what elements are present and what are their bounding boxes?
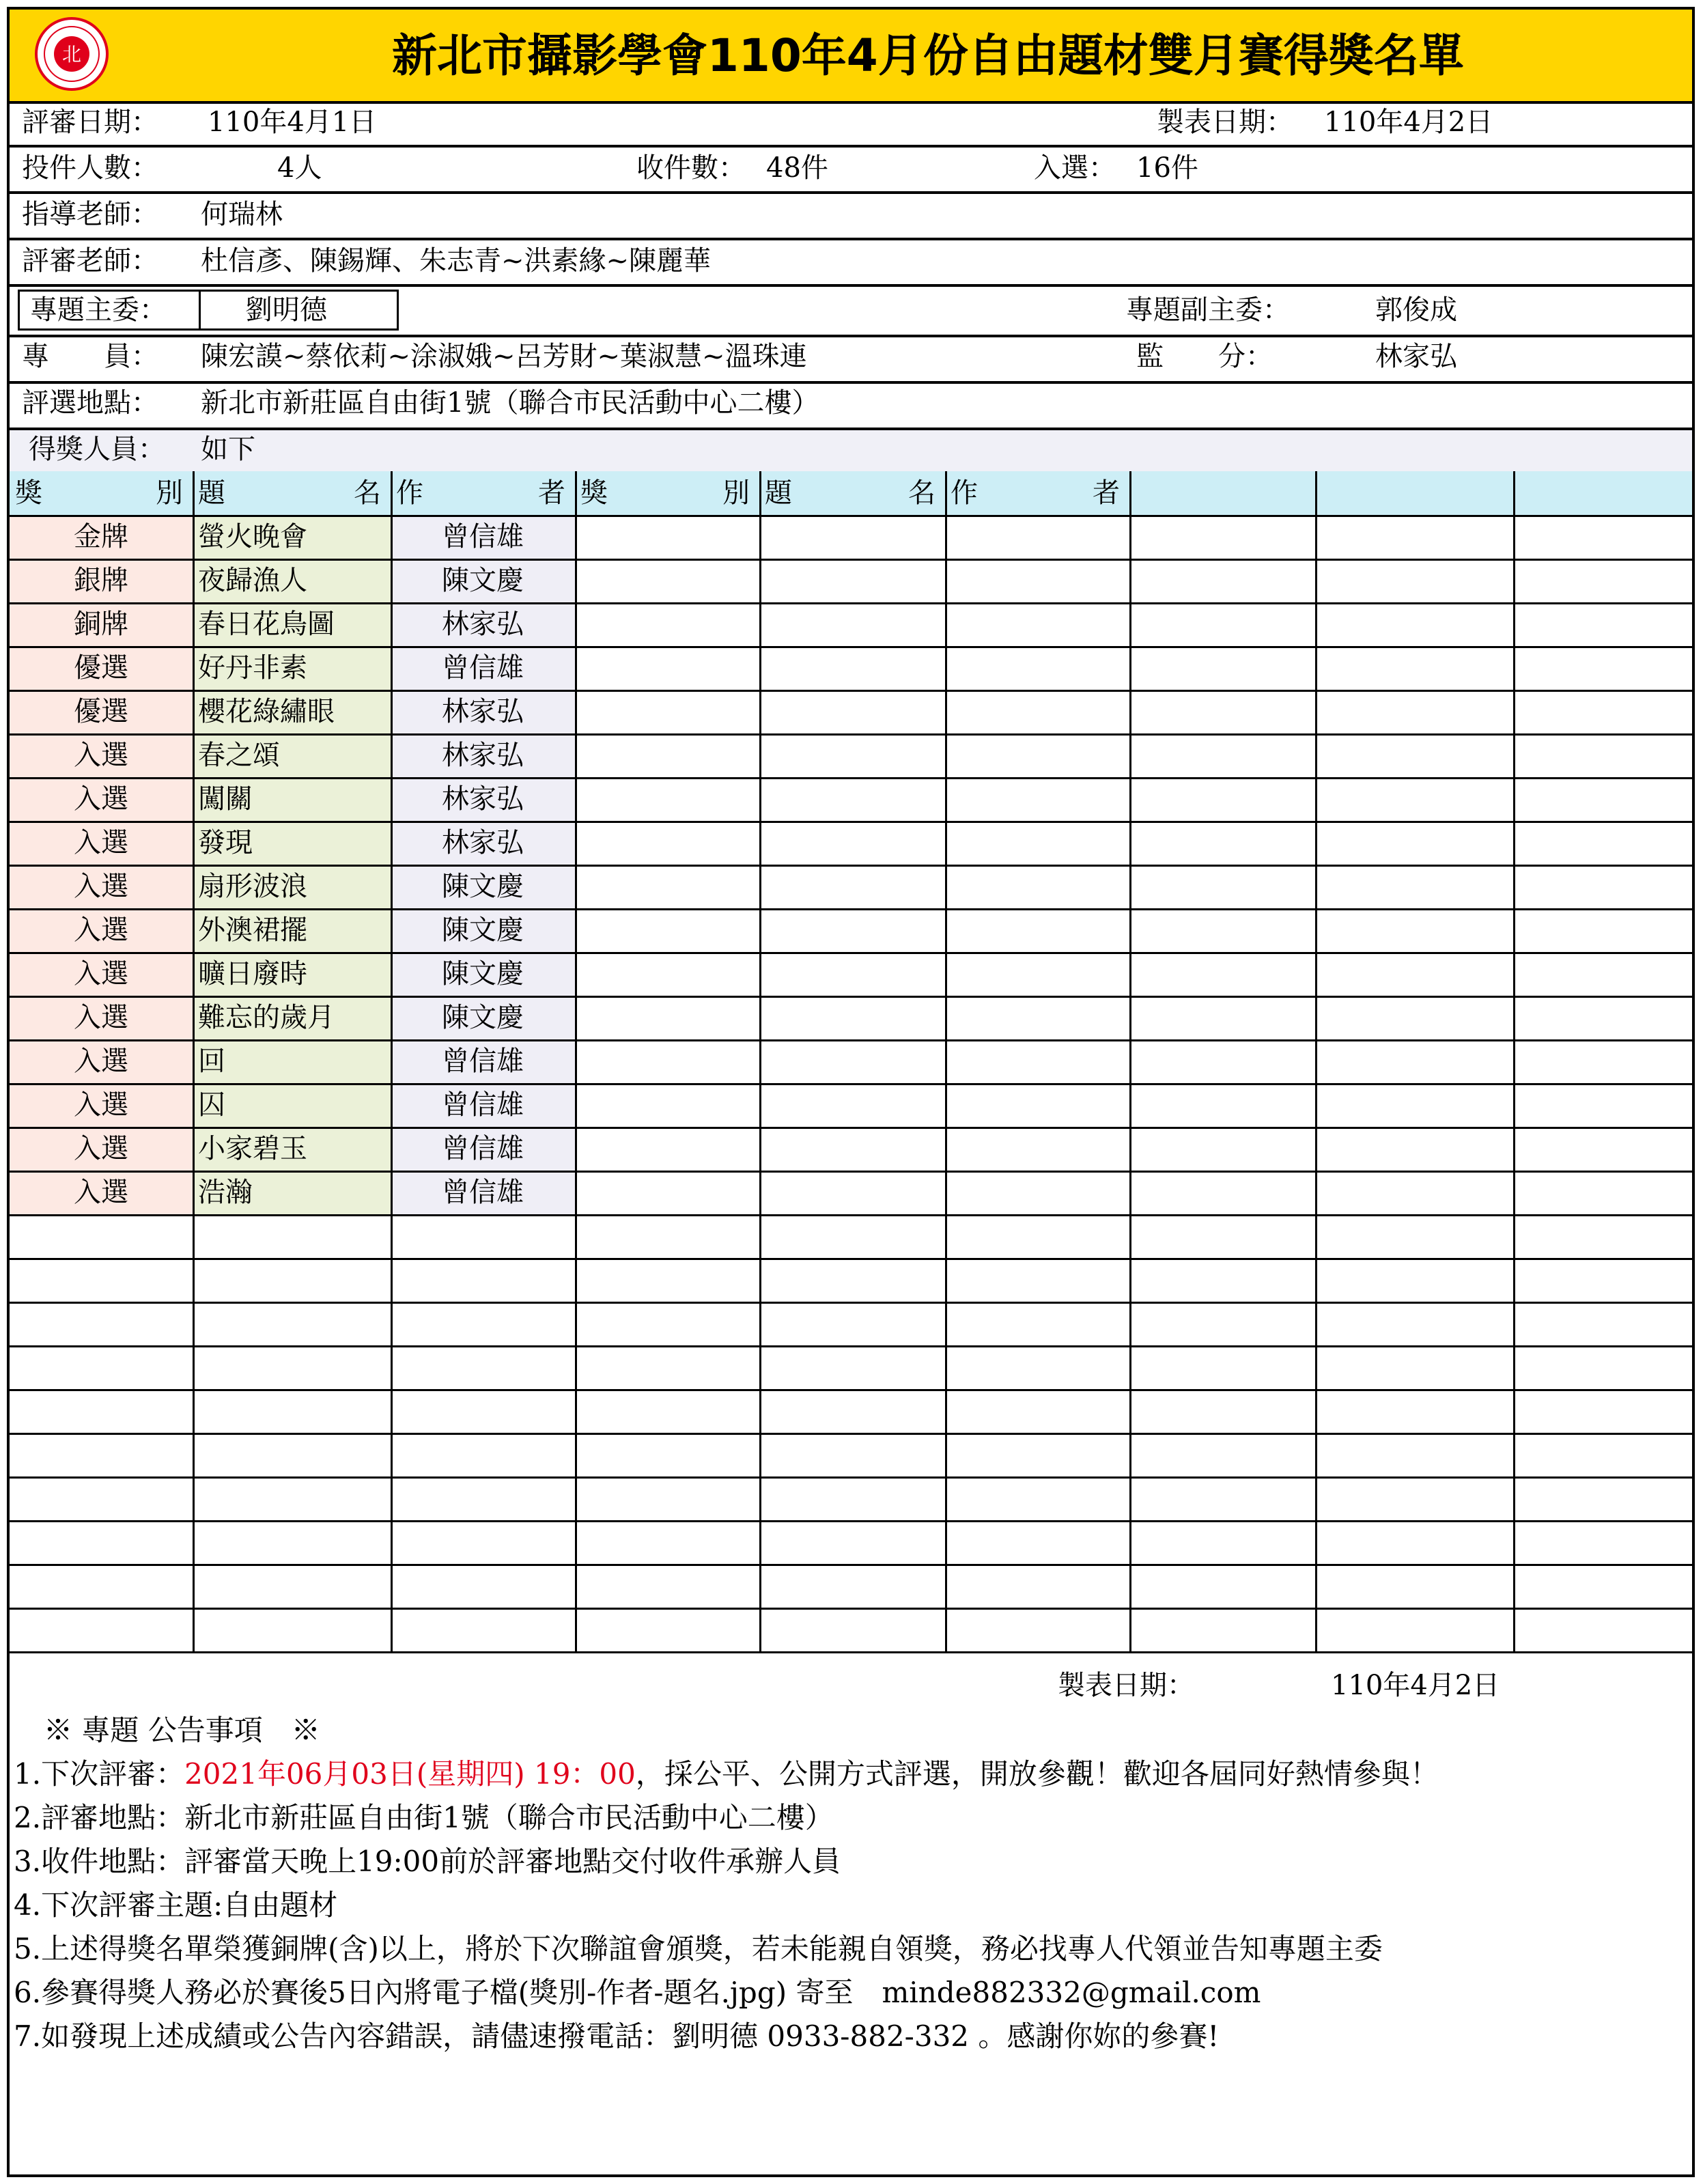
award-cell: 入選 [74,1177,128,1208]
table-row-line [10,777,1692,779]
notice-2: 2.評審地點：新北市新莊區自由街1號（聯合市民活動中心二樓） [14,1801,834,1834]
table-row-line [10,1433,1692,1435]
table-header-left: 作 [396,477,423,509]
staff-label: 專 員： [22,341,158,372]
footer-made-date: 110年4月2日 [1331,1670,1500,1701]
table-header-right: 名 [354,477,381,509]
scorer-label: 監 分： [1136,341,1273,372]
awards-table [10,471,1692,1660]
chair-name: 劉明德 [245,294,327,326]
page-title: 新北市攝影學會110年4月份自由題材雙月賽得獎名單 [392,29,1464,82]
vice-chair-name: 郭俊成 [1375,294,1457,326]
title-cell: 夜歸漁人 [198,565,307,596]
award-cell: 優選 [74,696,128,727]
award-cell: 優選 [74,652,128,684]
award-cell: 銀牌 [74,565,128,596]
table-col-line [391,471,393,1651]
author-cell: 陳文慶 [442,565,524,596]
author-cell: 曾信雄 [442,1133,524,1164]
award-sheet [7,7,1695,2177]
table-row-line [10,515,1692,517]
title-cell: 曠日廢時 [198,958,307,990]
made-date-label: 製表日期： [1157,107,1293,138]
author-cell: 林家弘 [442,740,524,771]
scorer-name: 林家弘 [1375,341,1457,372]
winners-row [10,430,1692,471]
table-col-line [193,471,195,1651]
received-count: 48件 [766,152,828,184]
author-cell: 林家弘 [442,696,524,727]
table-row-line [10,1214,1692,1216]
table-header-left: 獎 [15,477,42,509]
selected-count: 16件 [1136,152,1198,184]
table-col-line [945,471,947,1651]
table-header-right: 別 [156,477,183,509]
award-cell: 入選 [74,740,128,771]
winners-value: 如下 [201,434,255,465]
table-row-line [10,908,1692,910]
footer-made-date-label: 製表日期： [1058,1670,1194,1701]
title-cell: 扇形波浪 [198,871,307,902]
title-cell: 囚 [198,1089,225,1121]
notice-title: ※ 專題 公告事項 ※ [44,1713,320,1747]
notice-5: 5.上述得獎名單榮獲銅牌(含)以上，將於下次聯誼會頒獎，若未能親自領獎，務必找專人代領並告知專題主委 [14,1932,1383,1965]
table-col-line [1129,471,1131,1651]
award-cell: 入選 [74,871,128,902]
winners-label: 得獎人員： [29,434,165,465]
staff-names: 陳宏謨~蔡依莉~涂淑娥~呂芳財~葉淑慧~溫珠連 [201,341,807,372]
notice-1 [14,1754,1439,1795]
title-cell: 闖關 [198,783,253,815]
table-header-left: 作 [951,477,978,509]
table-row-line [10,646,1692,648]
award-cell: 金牌 [74,521,128,552]
table-row-line [10,1127,1692,1129]
table-header-left: 題 [198,477,225,509]
table-row-line [10,1302,1692,1304]
judge-date-label: 評審日期： [22,107,158,138]
judge-date: 110年4月1日 [208,107,377,138]
notice-3: 3.收件地點：評審當天晚上19:00前於評審地點交付收件承辦人員 [14,1845,841,1878]
table-row-line [10,996,1692,998]
title-cell: 難忘的歲月 [198,1002,335,1033]
received-label: 收件數： [636,152,746,184]
table-row-line [10,733,1692,736]
title-cell: 外澳裙擺 [198,914,307,946]
table-row-line [10,559,1692,561]
venue-address: 新北市新莊區自由街1號（聯合市民活動中心二樓） [201,387,819,419]
author-cell: 林家弘 [442,783,524,815]
author-cell: 曾信雄 [442,1046,524,1077]
title-cell: 浩瀚 [198,1177,253,1208]
author-cell: 曾信雄 [442,521,524,552]
author-cell: 陳文慶 [442,914,524,946]
award-cell: 入選 [74,1089,128,1121]
award-cell: 入選 [74,827,128,858]
title-cell: 櫻花綠繡眼 [198,696,335,727]
seal-glyph: 北 [61,43,82,66]
made-date: 110年4月2日 [1324,107,1493,138]
table-row-line [10,1083,1692,1085]
society-seal-icon [34,16,109,92]
table-row-line [10,1651,1692,1653]
table-row-line [10,602,1692,604]
author-cell: 陳文慶 [442,1002,524,1033]
award-cell: 入選 [74,1046,128,1077]
award-cell: 入選 [74,914,128,946]
table-header-left: 獎 [580,477,608,509]
author-cell: 曾信雄 [442,1177,524,1208]
table-row-line [10,1345,1692,1347]
title-cell: 好丹非素 [198,652,307,684]
entrants-count: 4人 [277,152,322,184]
title-cell: 回 [198,1046,225,1077]
award-cell: 入選 [74,1002,128,1033]
notice-7: 7.如發現上述成績或公告內容錯誤，請儘速撥電話：劉明德 0933-882-332 。感謝你妳的參賽! [14,2019,1220,2053]
award-cell: 銅牌 [74,608,128,640]
table-row-line [10,1476,1692,1479]
award-cell: 入選 [74,783,128,815]
table-row-line [10,690,1692,692]
title-cell: 春之頌 [198,740,280,771]
table-col-line [1513,471,1515,1651]
table-row-line [10,1039,1692,1041]
author-cell: 曾信雄 [442,1089,524,1121]
table-col-line [575,471,577,1651]
advisor-name: 何瑞林 [201,199,283,230]
award-cell: 入選 [74,958,128,990]
table-header-right: 別 [722,477,750,509]
venue-label: 評選地點： [22,387,158,419]
table-row-line [10,952,1692,954]
table-row-line [10,1389,1692,1391]
table-row-line [10,1171,1692,1173]
notice-1-suffix: ，採公平、公開方式評選，開放參觀！歡迎各屆同好熱情參與！ [635,1757,1439,1791]
table-row-line [10,1520,1692,1522]
next-judging-datetime: 2021年06月03日(星期四) 19：00 [184,1757,636,1791]
title-cell: 發現 [198,827,253,858]
table-row-line [10,1258,1692,1260]
author-cell: 林家弘 [442,608,524,640]
title-bar [10,10,1692,101]
author-cell: 陳文慶 [442,958,524,990]
advisor-label: 指導老師： [22,199,158,230]
table-col-line [759,471,761,1651]
table-row-line [10,1608,1692,1610]
title-cell: 小家碧玉 [198,1133,307,1164]
author-cell: 陳文慶 [442,871,524,902]
table-header-left: 題 [765,477,792,509]
table-row-line [10,821,1692,823]
judges-names: 杜信彥、陳錫輝、朱志青~洪素緣~陳麗華 [201,245,712,277]
table-header-right: 者 [1093,477,1120,509]
author-cell: 曾信雄 [442,652,524,684]
chair-label: 專題主委： [30,294,167,326]
judges-label: 評審老師： [22,245,158,277]
table-header-right: 名 [908,477,935,509]
entrants-label: 投件人數： [22,152,158,184]
notice-1-prefix: 1.下次評審： [14,1757,185,1791]
notice-6: 6.參賽得獎人務必於賽後5日內將電子檔(獎別-作者-題名.jpg) 寄至 minde882332@gmail.com [14,1976,1261,2009]
title-cell: 春日花鳥圖 [198,608,335,640]
selected-label: 入選： [1034,152,1116,184]
vice-chair-label: 專題副主委： [1126,294,1290,326]
table-header-right: 者 [538,477,565,509]
table-header-row [10,471,1692,515]
table-row-line [10,865,1692,867]
notice-4: 4.下次評審主題:自由題材 [14,1888,338,1922]
table-row-line [10,1564,1692,1566]
award-cell: 入選 [74,1133,128,1164]
title-cell: 螢火晚會 [198,521,307,552]
table-col-line [1315,471,1317,1651]
author-cell: 林家弘 [442,827,524,858]
